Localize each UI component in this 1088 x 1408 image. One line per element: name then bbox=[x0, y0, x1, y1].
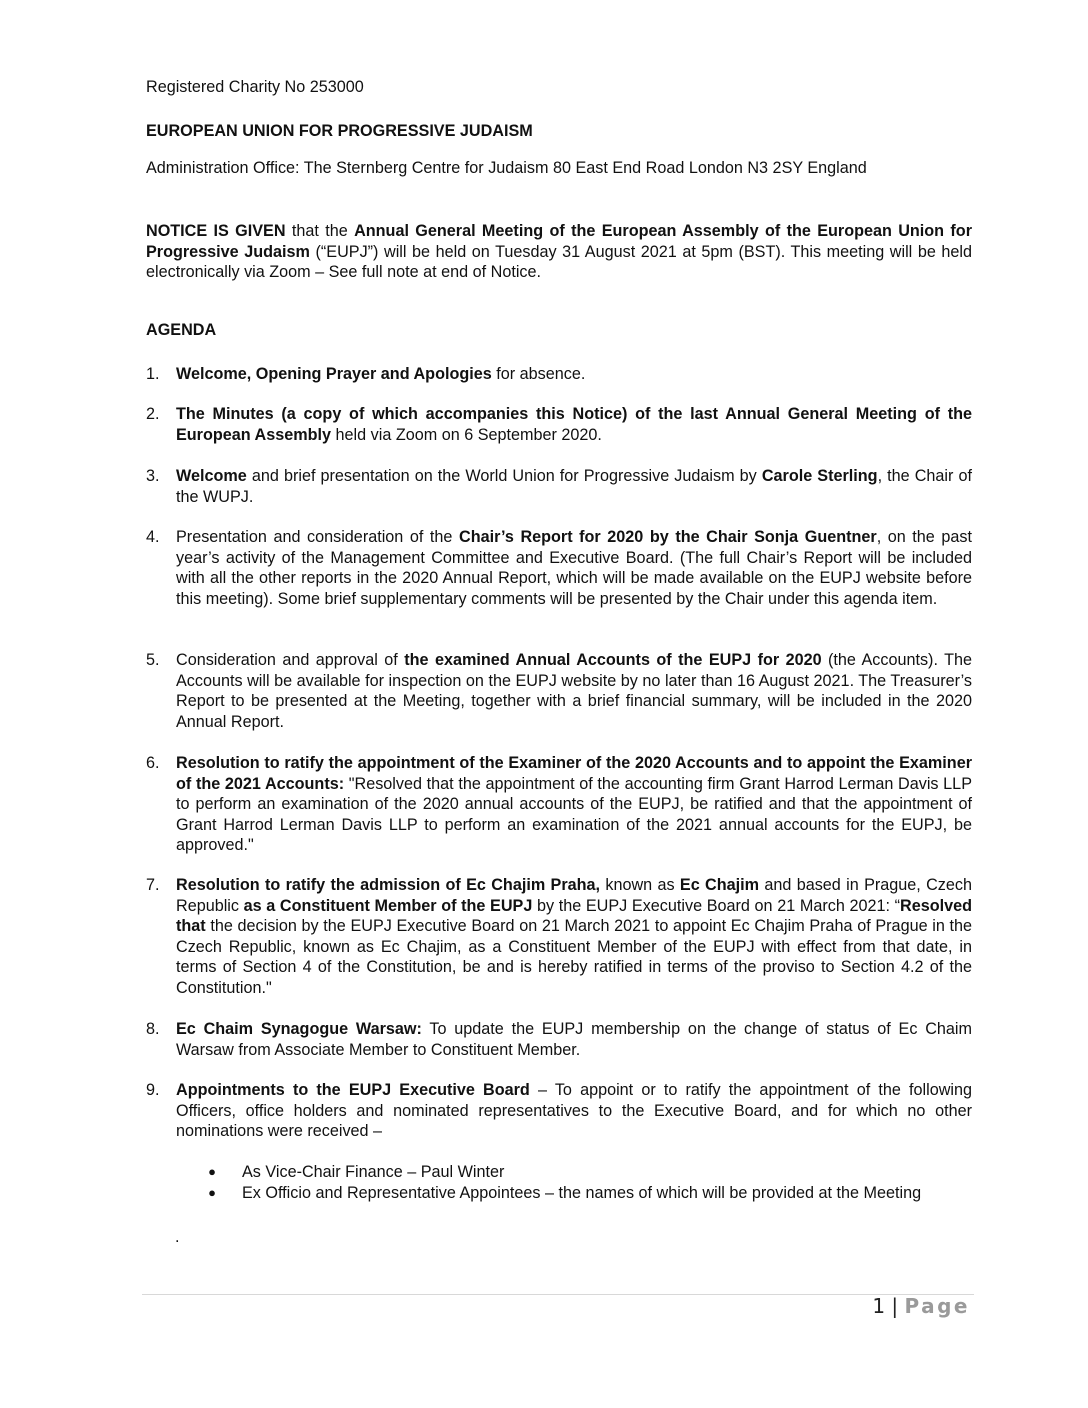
notice-meeting-name: Annual General Meeting of the European Assembly of the European Union for Progressive Judaism bbox=[146, 222, 972, 261]
page-label: Page bbox=[904, 1294, 970, 1318]
agenda-item-bold: Welcome bbox=[176, 467, 247, 485]
agenda-item-bold: Resolved that bbox=[176, 896, 972, 935]
page-number: 1 bbox=[872, 1294, 886, 1318]
agenda-item-number: 5. bbox=[146, 651, 160, 669]
agenda-item-plain: by the EUPJ Executive Board on 21 March 2021: “ bbox=[532, 896, 901, 915]
agenda-item-plain: Consideration and approval of bbox=[176, 651, 405, 669]
list-item-text: As Vice-Chair Finance – Paul Winter bbox=[242, 1163, 505, 1181]
office-address: Administration Office: The Sternberg Centre for Judaism 80 East End Road London N3 2SY England bbox=[146, 159, 867, 177]
agenda-item-bold: Carole Sterling bbox=[761, 467, 878, 485]
agenda-item-number: 2. bbox=[146, 405, 160, 423]
list-item-text: Ex Officio and Representative Appointees – the names of which will be provided at the Meeting bbox=[242, 1183, 922, 1202]
agenda-item-plain: the decision by the EUPJ Executive Board on 21 March 2021 to appoint Ec Chajim Praha of Prague in the Czech Republic, known as Ec Chajim, as a Constituent Member of the EUPJ with effect from that date, in terms of Section 4 of the Constitution, be and is hereby ratified in terms of the proviso to Section 4.2 of the Constitution." bbox=[176, 917, 972, 997]
notice-lead: NOTICE IS GIVEN bbox=[146, 222, 286, 240]
agenda-item-text bbox=[176, 650, 972, 732]
agenda-item-bold: Welcome, Opening Prayer and Apologies bbox=[176, 365, 492, 383]
agenda-item-number: 1. bbox=[146, 365, 160, 383]
footer-divider bbox=[142, 1294, 974, 1295]
agenda-item-number: 7. bbox=[146, 876, 160, 894]
agenda-item-bold: Resolution to ratify the appointment of the Examiner of the 2020 Accounts and to appoint the Examiner of the 2021 Accounts: bbox=[176, 754, 972, 793]
agenda-item-plain: – To appoint or to ratify the appointment of the following Officers, office holders and nominated representatives to the Executive Board, and for which no other nominations were received – bbox=[176, 1081, 972, 1140]
agenda-heading: AGENDA bbox=[146, 321, 217, 339]
agenda-item-number: 9. bbox=[146, 1081, 160, 1099]
bullet-icon: ● bbox=[208, 1184, 216, 1200]
agenda-item-plain: To update the EUPJ membership on the change of status of Ec Chaim Warsaw from Associate Member to Constituent Member. bbox=[176, 1020, 972, 1059]
agenda-item-number: 6. bbox=[146, 754, 160, 772]
agenda-item-text bbox=[176, 875, 972, 998]
agenda-item-bold: Ec Chaim Synagogue Warsaw: bbox=[176, 1020, 422, 1038]
list-item bbox=[206, 1162, 972, 1183]
agenda-item-number: 3. bbox=[146, 467, 160, 485]
bullet-icon: ● bbox=[208, 1164, 216, 1179]
agenda-item-bold: Ec Chajim bbox=[679, 876, 760, 894]
agenda-item-bold: The Minutes (a copy of which accompanies this Notice) of the last Annual General Meeting of the European Assembly bbox=[176, 405, 972, 444]
notice-details: (“EUPJ”) will be held on Tuesday 31 August 2021 at 5pm (BST). This meeting will be held electronically via Zoom – See full note at end of Notice. bbox=[146, 242, 973, 281]
agenda-item-plain: held via Zoom on 6 September 2020. bbox=[331, 425, 602, 444]
agenda-item-bold: Appointments to the EUPJ Executive Board bbox=[176, 1081, 530, 1099]
agenda-item-plain: , the Chair of the WUPJ. bbox=[176, 467, 972, 506]
page-separator: | bbox=[885, 1294, 905, 1318]
page-footer bbox=[872, 1296, 970, 1317]
agenda-item-bold: Resolution to ratify the admission of Ec Chajim Praha, bbox=[176, 876, 601, 894]
agenda-item-plain: for absence. bbox=[491, 365, 586, 383]
agenda-item-plain: "Resolved that the appointment of the accounting firm Grant Harrod Lerman Davis LLP to perform an examination of the 2020 annual accounts of the EUPJ, be ratified and that the appointment of Grant Harrod Lerman Davis LLP to perform an examination of the 2021 annual accounts for the EUPJ, be approved." bbox=[176, 774, 972, 854]
agenda-item-number: 8. bbox=[146, 1020, 160, 1038]
agenda-item-plain: and based in Prague, Czech Republic bbox=[176, 876, 972, 915]
list-item bbox=[206, 1183, 972, 1204]
agenda-item-bold: Chair’s Report for 2020 by the Chair Sonja Guentner bbox=[459, 528, 877, 546]
agenda-item-plain: (the Accounts). The Accounts will be available for inspection on the EUPJ website by no later than 16 August 2021. The Treasurer’s Report to be presented at the Meeting, together with a brief financial summary, will be included in the 2020 Annual Report. bbox=[176, 651, 972, 731]
organization-name: EUROPEAN UNION FOR PROGRESSIVE JUDAISM bbox=[146, 122, 533, 140]
agenda-item-text bbox=[176, 1019, 972, 1060]
agenda-item-text bbox=[176, 753, 972, 856]
notice-paragraph bbox=[146, 221, 972, 283]
agenda-item-plain: , on the past year’s activity of the Management Committee and Executive Board. (The full Chair’s Report will be included with all the other reports in the 2020 Annual Report, which will be made available on the EUPJ website before this meeting). Some brief supplementary comments will be presented by the Chair under this agenda item. bbox=[176, 528, 972, 608]
agenda-item-bold: the examined Annual Accounts of the EUPJ for 2020 bbox=[404, 651, 822, 669]
agenda-item-plain: known as bbox=[600, 876, 680, 894]
agenda-item-text bbox=[176, 527, 972, 609]
agenda-item-text bbox=[176, 404, 972, 445]
trailing-dot: . bbox=[175, 1228, 180, 1246]
agenda-item-number: 4. bbox=[146, 528, 160, 546]
agenda-item-bold: as a Constituent Member of the EUPJ bbox=[243, 896, 533, 915]
notice-text: that the bbox=[285, 222, 355, 240]
agenda-item-text bbox=[176, 364, 972, 385]
agenda-item-text bbox=[176, 466, 972, 507]
charity-number: Registered Charity No 253000 bbox=[146, 78, 364, 96]
agenda-item-plain: and brief presentation on the World Union for Progressive Judaism by bbox=[246, 467, 762, 485]
appointments-list bbox=[206, 1162, 972, 1203]
agenda-item-text bbox=[176, 1080, 972, 1142]
agenda-item-plain: Presentation and consideration of the bbox=[176, 528, 459, 546]
